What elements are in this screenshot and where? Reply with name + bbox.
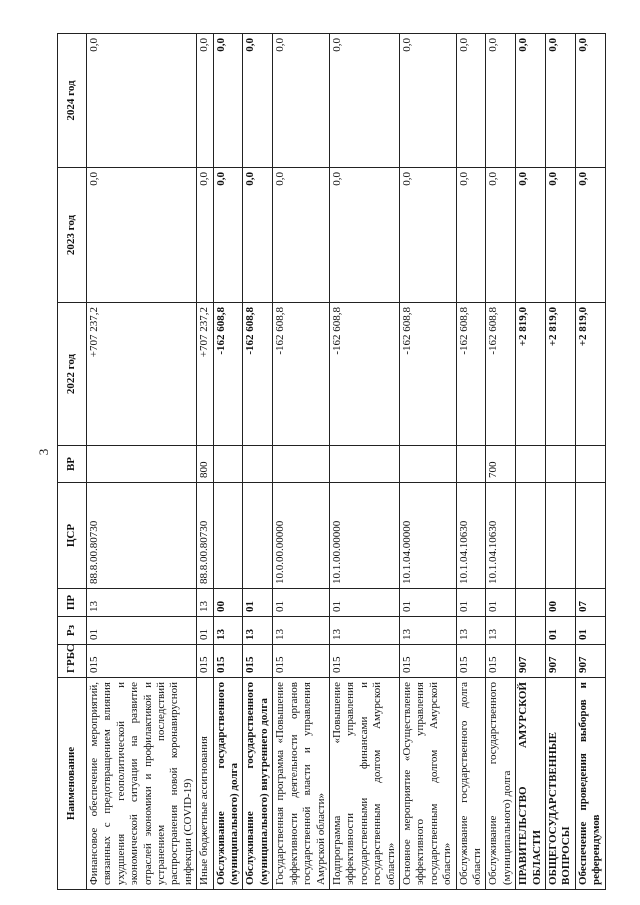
cell-year-2023: 0,0 bbox=[273, 168, 330, 303]
header-rz: Рз bbox=[58, 617, 87, 645]
table-header-row bbox=[58, 34, 87, 890]
header-pr: ПР bbox=[58, 589, 87, 617]
cell-year-2022: -162 608,8 bbox=[243, 303, 273, 446]
cell-name: ОБЩЕГОСУДАРСТВЕННЫЕ ВОПРОСЫ bbox=[546, 678, 576, 890]
cell-year-2024: 0,0 bbox=[87, 34, 197, 168]
cell-pr: 13 bbox=[87, 589, 197, 617]
cell-csr bbox=[516, 483, 546, 589]
cell-name: Обслуживание государственного долга области bbox=[456, 678, 486, 890]
cell-pr: 01 bbox=[243, 589, 273, 617]
cell-grbs: 907 bbox=[575, 645, 605, 678]
cell-rz: 01 bbox=[546, 617, 576, 645]
cell-vr bbox=[546, 446, 576, 483]
cell-rz: 13 bbox=[456, 617, 486, 645]
cell-name: Финансовое обеспечение мероприятий, связанных с предотвращением влияния ухудшения геополитической и экономической ситуации на развитие отраслей экономики и профилактикой и устранением последствий распространения новой коронавирусной инфекции (COVID-19) bbox=[87, 678, 197, 890]
cell-year-2024: 0,0 bbox=[456, 34, 486, 168]
cell-name: Иные бюджетные ассигнования bbox=[197, 678, 213, 890]
table-row bbox=[575, 34, 605, 890]
cell-year-2024: 0,0 bbox=[243, 34, 273, 168]
cell-rz: 01 bbox=[87, 617, 197, 645]
cell-csr: 88.8.00.80730 bbox=[87, 483, 197, 589]
cell-rz: 13 bbox=[486, 617, 516, 645]
cell-csr: 10.0.00.00000 bbox=[273, 483, 330, 589]
cell-year-2022: -162 608,8 bbox=[486, 303, 516, 446]
cell-rz: 13 bbox=[329, 617, 399, 645]
cell-year-2023: 0,0 bbox=[213, 168, 243, 303]
cell-vr: 800 bbox=[197, 446, 213, 483]
cell-grbs: 015 bbox=[273, 645, 330, 678]
header-2023: 2023 год bbox=[58, 168, 87, 303]
cell-rz: 13 bbox=[399, 617, 456, 645]
table-row bbox=[329, 34, 399, 890]
cell-vr: 700 bbox=[486, 446, 516, 483]
header-csr: ЦСР bbox=[58, 483, 87, 589]
cell-year-2024: 0,0 bbox=[273, 34, 330, 168]
cell-csr: 10.1.04.10630 bbox=[456, 483, 486, 589]
cell-year-2024: 0,0 bbox=[486, 34, 516, 168]
header-2024: 2024 год bbox=[58, 34, 87, 168]
cell-vr bbox=[273, 446, 330, 483]
cell-year-2023: 0,0 bbox=[546, 168, 576, 303]
table-row bbox=[486, 34, 516, 890]
cell-year-2023: 0,0 bbox=[575, 168, 605, 303]
cell-year-2022: +707 237,2 bbox=[87, 303, 197, 446]
table-row bbox=[273, 34, 330, 890]
cell-csr: 10.1.04.10630 bbox=[486, 483, 516, 589]
cell-year-2023: 0,0 bbox=[516, 168, 546, 303]
cell-rz: 13 bbox=[213, 617, 243, 645]
cell-name: Обслуживание государственного (муниципального) долга bbox=[486, 678, 516, 890]
cell-rz bbox=[516, 617, 546, 645]
table-row bbox=[456, 34, 486, 890]
cell-pr: 00 bbox=[546, 589, 576, 617]
page-number: 3 bbox=[36, 448, 51, 456]
budget-table-container bbox=[57, 34, 603, 890]
cell-csr bbox=[575, 483, 605, 589]
cell-grbs: 015 bbox=[486, 645, 516, 678]
cell-name: Государственная программа «Повышение эффективности деятельности органов государственной власти и управления Амурской области» bbox=[273, 678, 330, 890]
cell-csr bbox=[213, 483, 243, 589]
table-row bbox=[546, 34, 576, 890]
cell-pr: 00 bbox=[213, 589, 243, 617]
cell-year-2024: 0,0 bbox=[399, 34, 456, 168]
table-row bbox=[197, 34, 213, 890]
cell-name: ПРАВИТЕЛЬСТВО АМУРСКОЙ ОБЛАСТИ bbox=[516, 678, 546, 890]
header-grbs: ГРБС bbox=[58, 645, 87, 678]
cell-vr bbox=[243, 446, 273, 483]
cell-year-2024: 0,0 bbox=[575, 34, 605, 168]
cell-year-2022: +2 819,0 bbox=[516, 303, 546, 446]
cell-year-2024: 0,0 bbox=[546, 34, 576, 168]
cell-pr: 01 bbox=[486, 589, 516, 617]
cell-vr bbox=[516, 446, 546, 483]
cell-year-2023: 0,0 bbox=[197, 168, 213, 303]
cell-year-2023: 0,0 bbox=[243, 168, 273, 303]
cell-rz: 01 bbox=[197, 617, 213, 645]
cell-pr bbox=[516, 589, 546, 617]
cell-year-2022: +2 819,0 bbox=[575, 303, 605, 446]
cell-year-2022: -162 608,8 bbox=[399, 303, 456, 446]
budget-table bbox=[57, 33, 606, 890]
cell-grbs: 907 bbox=[546, 645, 576, 678]
table-row bbox=[87, 34, 197, 890]
cell-year-2023: 0,0 bbox=[486, 168, 516, 303]
cell-pr: 07 bbox=[575, 589, 605, 617]
cell-grbs: 015 bbox=[87, 645, 197, 678]
cell-rz: 13 bbox=[243, 617, 273, 645]
cell-vr bbox=[456, 446, 486, 483]
cell-year-2024: 0,0 bbox=[329, 34, 399, 168]
cell-pr: 01 bbox=[456, 589, 486, 617]
cell-grbs: 907 bbox=[516, 645, 546, 678]
cell-name: Обслуживание государственного (муниципального) внутреннего долга bbox=[243, 678, 273, 890]
cell-vr bbox=[329, 446, 399, 483]
cell-year-2024: 0,0 bbox=[213, 34, 243, 168]
cell-year-2022: -162 608,8 bbox=[273, 303, 330, 446]
cell-name: Обеспечение проведения выборов и референдумов bbox=[575, 678, 605, 890]
cell-year-2023: 0,0 bbox=[456, 168, 486, 303]
cell-year-2024: 0,0 bbox=[197, 34, 213, 168]
cell-csr: 10.1.00.00000 bbox=[329, 483, 399, 589]
cell-name: Основное мероприятие «Осуществление эффективного управления государственным долгом Амурской области» bbox=[399, 678, 456, 890]
cell-year-2022: -162 608,8 bbox=[213, 303, 243, 446]
table-row bbox=[516, 34, 546, 890]
cell-vr bbox=[399, 446, 456, 483]
cell-pr: 13 bbox=[197, 589, 213, 617]
cell-grbs: 015 bbox=[329, 645, 399, 678]
cell-rz: 13 bbox=[273, 617, 330, 645]
header-name: Наименование bbox=[58, 678, 87, 890]
cell-csr: 10.1.04.00000 bbox=[399, 483, 456, 589]
cell-year-2024: 0,0 bbox=[516, 34, 546, 168]
cell-year-2022: -162 608,8 bbox=[456, 303, 486, 446]
header-2022: 2022 год bbox=[58, 303, 87, 446]
cell-year-2023: 0,0 bbox=[399, 168, 456, 303]
cell-pr: 01 bbox=[399, 589, 456, 617]
cell-year-2022: -162 608,8 bbox=[329, 303, 399, 446]
cell-grbs: 015 bbox=[399, 645, 456, 678]
table-row bbox=[399, 34, 456, 890]
header-vr: ВР bbox=[58, 446, 87, 483]
cell-vr bbox=[213, 446, 243, 483]
cell-vr bbox=[87, 446, 197, 483]
cell-rz: 01 bbox=[575, 617, 605, 645]
cell-pr: 01 bbox=[329, 589, 399, 617]
cell-csr: 88.8.00.80730 bbox=[197, 483, 213, 589]
cell-csr bbox=[243, 483, 273, 589]
cell-name: Подпрограмма «Повышение эффективности управления государственными финансами и государственным долгом Амурской области» bbox=[329, 678, 399, 890]
cell-grbs: 015 bbox=[456, 645, 486, 678]
cell-grbs: 015 bbox=[243, 645, 273, 678]
table-row bbox=[213, 34, 243, 890]
cell-year-2022: +2 819,0 bbox=[546, 303, 576, 446]
cell-grbs: 015 bbox=[197, 645, 213, 678]
cell-name: Обслуживание государственного (муниципального) долга bbox=[213, 678, 243, 890]
cell-year-2023: 0,0 bbox=[329, 168, 399, 303]
cell-csr bbox=[546, 483, 576, 589]
cell-pr: 01 bbox=[273, 589, 330, 617]
table-body bbox=[87, 34, 606, 890]
cell-year-2022: +707 237,2 bbox=[197, 303, 213, 446]
cell-grbs: 015 bbox=[213, 645, 243, 678]
table-row bbox=[243, 34, 273, 890]
cell-year-2023: 0,0 bbox=[87, 168, 197, 303]
cell-vr bbox=[575, 446, 605, 483]
